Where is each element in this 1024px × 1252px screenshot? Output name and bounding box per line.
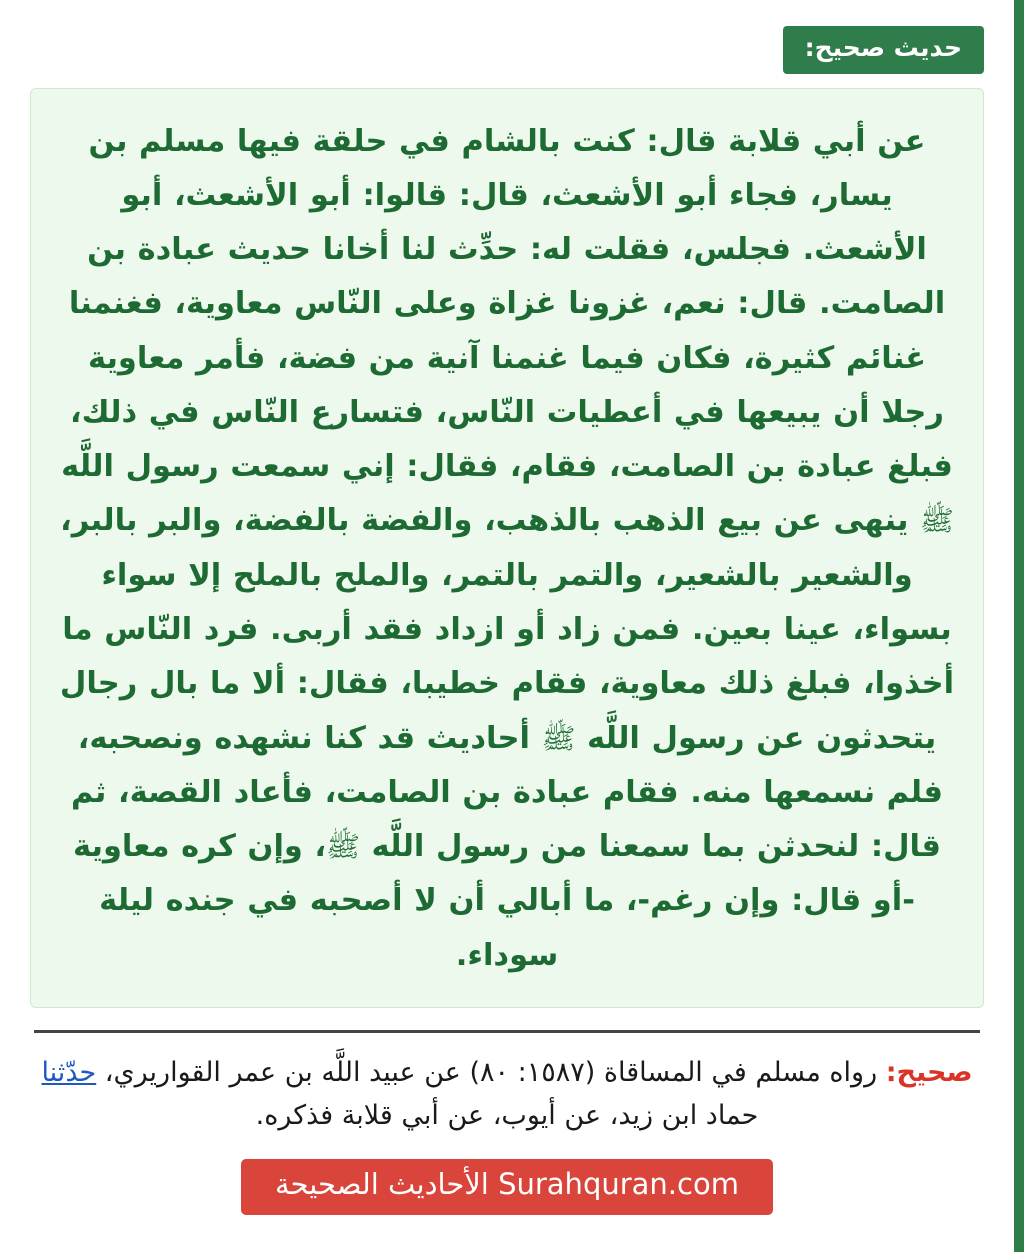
sallallahu-alayhi-wasallam-icon: ﷺ bbox=[541, 721, 576, 755]
hadith-text bbox=[57, 115, 957, 984]
footer-row bbox=[30, 1159, 984, 1214]
hadith-part-2: ينهى عن بيع الذهب بالذهب، والفضة بالفضة، والبر بالبر، والشعير بالشعير، والتمر بالتمر، والملح بالملح إلا سواء بسواء، عينا بعين. فمن زاد أو ازداد فقد أربى. فرد النّاس ما أخذوا، فبلغ ذلك معاوية، فقام خطيبا، فقال: ألا ما بال رجال يتحدثون عن رسول اللَّه bbox=[59, 503, 955, 756]
hadith-card bbox=[30, 88, 984, 1009]
grade-label: صحيح: bbox=[885, 1057, 973, 1088]
site-footer-banner[interactable] bbox=[241, 1159, 773, 1214]
sallallahu-alayhi-wasallam-icon: ﷺ bbox=[920, 504, 954, 538]
sallallahu-alayhi-wasallam-icon: ﷺ bbox=[326, 830, 360, 864]
hadith-part-3: أحاديث قد كنا نشهده ونصحبه، فلم نسمعها منه. فقام عبادة بن الصامت، فأعاد القصة، ثم قال: لنحدثن بما سمعنا من رسول اللَّه bbox=[71, 720, 943, 865]
section-divider bbox=[34, 1030, 980, 1033]
hadith-part-1: عن أبي قلابة قال: كنت بالشام في حلقة فيها مسلم بن يسار، فجاء أبو الأشعث، قال: قالوا: أبو الأشعث، أبو الأشعث. فجلس، فقلت له: حدِّث لنا أخانا حديث عبادة بن الصامت. قال: نعم، غزونا غزاة وعلى النّاس معاوية، فغنمنا غنائم كثيرة، فكان فيما غنمنا آنية من فضة، فأمر معاوية رجلا أن يبيعها في أعطيات النّاس، فتسارع النّاس في ذلك، فبلغ عبادة بن الصامت، فقام، فقال: إني سمعت رسول اللَّه bbox=[61, 123, 953, 485]
takhreej-before-link: رواه مسلم في المساقاة (١٥٨٧: ٨٠) عن عبيد اللَّه بن عمر القواريري، bbox=[96, 1057, 886, 1088]
status-badge: حديث صحيح: bbox=[783, 26, 984, 74]
takhreej-after-link: حماد ابن زيد، عن أيوب، عن أبي قلابة فذكره. bbox=[255, 1100, 759, 1132]
takhreej-text bbox=[36, 1051, 978, 1137]
footer-label: الأحاديث الصحيحة bbox=[275, 1167, 489, 1202]
hadith-chain-link[interactable]: حدّثنا bbox=[41, 1057, 97, 1088]
grade-badge-row bbox=[30, 26, 984, 74]
site-name: Surahquran.com bbox=[498, 1167, 739, 1202]
hadith-part-4: ، وإن كره معاوية -أو قال: وإن رغم-، ما أبالي أن لا أصحبه في جنده ليلة سوداء. bbox=[73, 829, 915, 973]
